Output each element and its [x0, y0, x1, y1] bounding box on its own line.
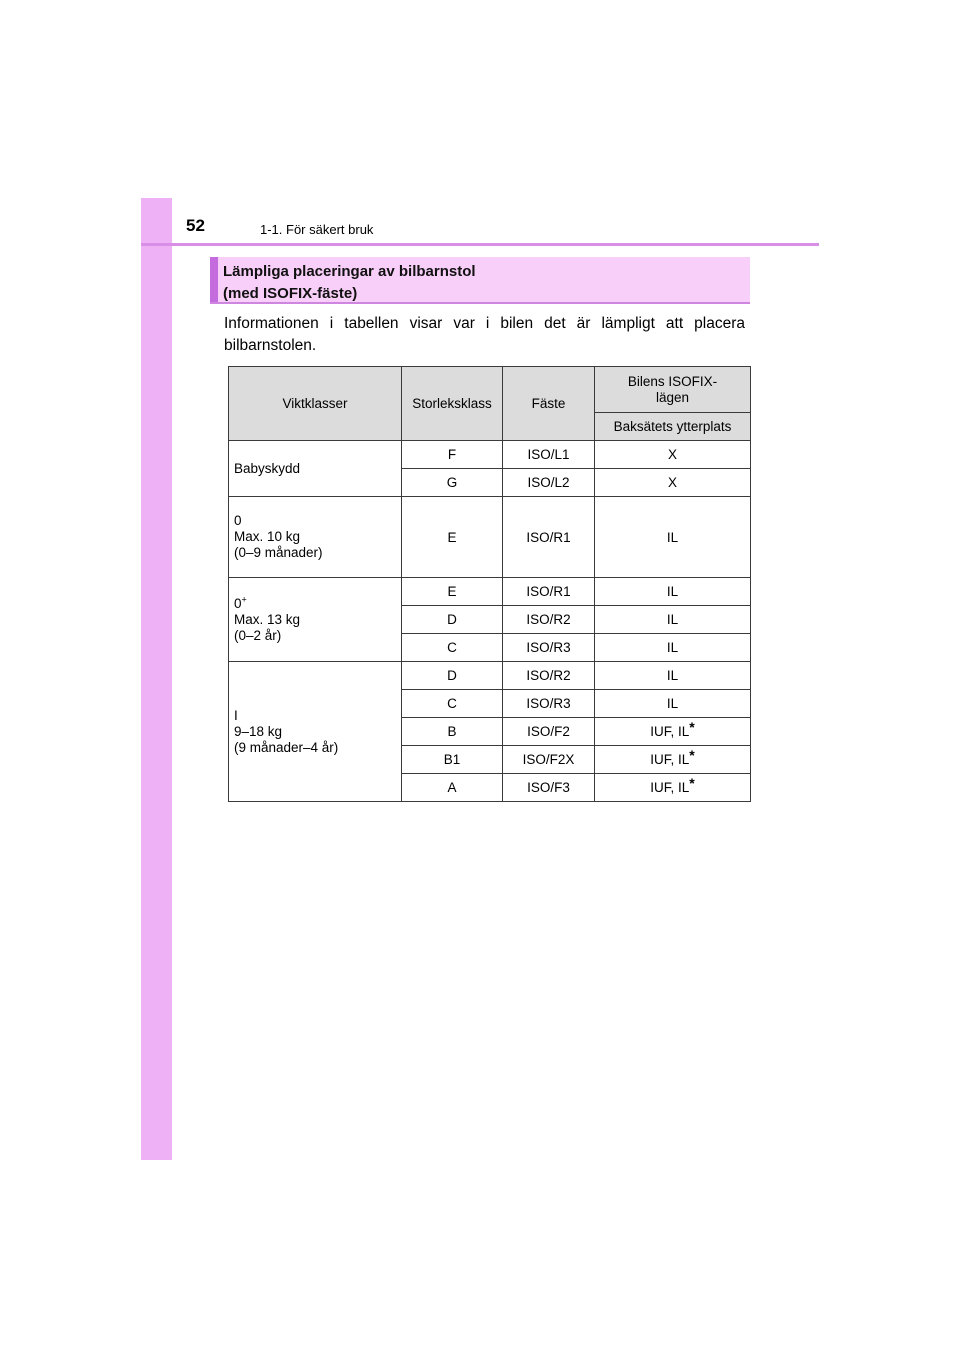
size-class-cell: F [402, 441, 503, 469]
position-value: IUF, IL [650, 724, 690, 739]
table-row [229, 497, 751, 578]
weight-class-detail: Max. 10 kg [234, 529, 301, 544]
position-value: IL [666, 696, 679, 711]
rear-outboard-cell [595, 578, 751, 606]
rear-outboard-cell [595, 774, 751, 802]
position-value: IL [666, 529, 679, 545]
footnote-asterisk: * [689, 747, 695, 763]
section-heading-box [210, 257, 750, 304]
position-value: IL [666, 668, 679, 683]
weight-class-cell [229, 441, 402, 497]
table-row [229, 578, 751, 606]
page-number: 52 [186, 216, 205, 235]
weight-class-detail: 9–18 kg [234, 723, 283, 739]
weight-class-label: Babyskydd [234, 460, 301, 476]
rear-outboard-cell [595, 718, 751, 746]
weight-class-cell [229, 662, 402, 802]
size-class-cell: E [402, 497, 503, 578]
side-color-bar [141, 198, 172, 1160]
fixture-cell: ISO/L2 [503, 469, 595, 497]
weight-class-detail: (0–9 månader) [234, 545, 323, 560]
rear-outboard-cell [595, 606, 751, 634]
weight-class-label: 0 [234, 595, 242, 611]
position-value: IUF, IL [650, 780, 690, 795]
header-isofix-positions: Bilens ISOFIX-lägen [595, 367, 751, 413]
header-rear-outboard: Baksätets ytterplats [595, 413, 751, 441]
fixture-cell: ISO/R1 [503, 497, 595, 578]
weight-class-cell [229, 497, 402, 578]
weight-class-detail: (0–2 år) [234, 627, 282, 643]
weight-class-superscript: + [241, 594, 247, 604]
size-class-cell: B1 [402, 746, 503, 774]
position-value: X [667, 447, 677, 462]
size-class-cell: C [402, 634, 503, 662]
fixture-cell: ISO/F2 [503, 718, 595, 746]
fixture-cell: ISO/F2X [503, 746, 595, 774]
rear-outboard-cell [595, 469, 751, 497]
weight-class-label: I [234, 707, 238, 723]
size-class-cell: D [402, 662, 503, 690]
header-divider [141, 243, 819, 246]
size-class-cell: E [402, 578, 503, 606]
size-class-cell: A [402, 774, 503, 802]
table-body [229, 441, 751, 802]
rear-outboard-cell [595, 441, 751, 469]
header-fixture: Fäste [503, 367, 595, 441]
table-row [229, 662, 751, 690]
breadcrumb: 1-1. För säkert bruk [260, 222, 374, 237]
rear-outboard-cell [595, 662, 751, 690]
size-class-cell: D [402, 606, 503, 634]
fixture-cell: ISO/R1 [503, 578, 595, 606]
fixture-cell: ISO/R2 [503, 606, 595, 634]
footnote-asterisk: * [689, 719, 695, 735]
fixture-cell: ISO/R3 [503, 634, 595, 662]
footnote-asterisk: * [689, 775, 695, 791]
size-class-cell: C [402, 690, 503, 718]
size-class-cell: G [402, 469, 503, 497]
fixture-cell: ISO/R3 [503, 690, 595, 718]
weight-class-detail: Max. 13 kg [234, 611, 301, 627]
fixture-cell: ISO/F3 [503, 774, 595, 802]
size-class-cell: B [402, 718, 503, 746]
rear-outboard-cell [595, 746, 751, 774]
intro-paragraph: Informationen i tabellen visar var i bilen det är lämpligt att placera bilbarnstolen. [224, 315, 745, 354]
position-value: IL [666, 612, 679, 627]
fixture-cell: ISO/L1 [503, 441, 595, 469]
header-weight-class: Viktklasser [229, 367, 402, 441]
table-row [229, 441, 751, 469]
weight-class-label: 0 [234, 513, 242, 528]
isofix-table [228, 366, 751, 802]
fixture-cell: ISO/R2 [503, 662, 595, 690]
section-heading: Lämpliga placeringar av bilbarnstol (med ISOFIX-fäste) [223, 263, 476, 302]
position-value: IUF, IL [650, 752, 690, 767]
rear-outboard-cell [595, 497, 751, 578]
header-size-class: Storleksklass [402, 367, 503, 441]
position-value: IL [666, 640, 679, 655]
position-value: X [667, 475, 677, 490]
rear-outboard-cell [595, 690, 751, 718]
position-value: IL [666, 584, 679, 599]
weight-class-cell [229, 578, 402, 662]
rear-outboard-cell [595, 634, 751, 662]
weight-class-detail: (9 månader–4 år) [234, 739, 339, 755]
